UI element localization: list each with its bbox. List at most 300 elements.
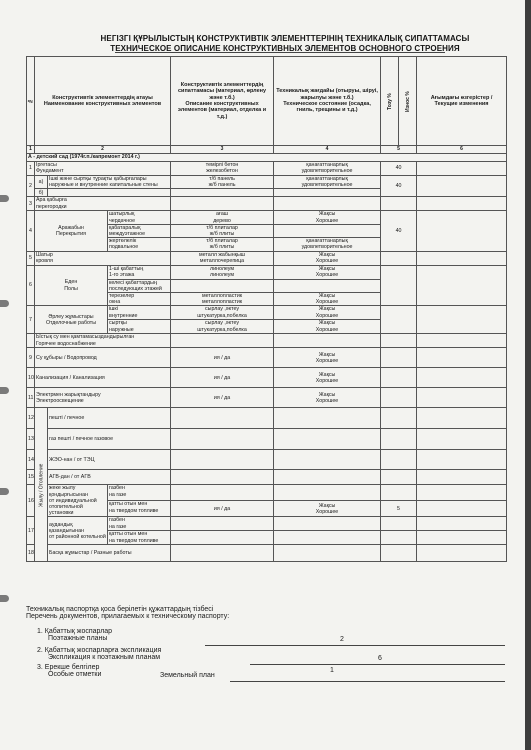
- row-changes: [417, 197, 507, 211]
- row-wear: [381, 388, 417, 408]
- row-subname-ru: на твердом топливе: [109, 537, 159, 544]
- header-condition: [274, 57, 381, 146]
- header-element-name-kz: Конструктивтік элементтердің атауы: [52, 94, 153, 101]
- row-condition: [274, 388, 381, 408]
- row-material-kz: металлопластик: [201, 293, 243, 300]
- binder-hole: [0, 300, 9, 307]
- row-condition: [274, 176, 381, 189]
- row-material: [171, 279, 274, 292]
- row-wear: [381, 531, 417, 545]
- row-condition-ru: Хорошее: [315, 257, 339, 264]
- row-wear: 40: [381, 211, 417, 251]
- title-ru: ТЕХНИЧЕСКОЕ ОПИСАНИЕ КОНСТРУКТИВНЫХ ЭЛЕМЕНТОВ ОСНОВНОГО СТРОЕНИЯ: [110, 44, 460, 53]
- binder-hole: [0, 195, 9, 202]
- row-condition-kz: қанағаттанарлық: [306, 176, 348, 182]
- row-wear: 5: [381, 501, 417, 517]
- document-item-3: [37, 664, 101, 678]
- row-material: ия / да: [171, 348, 274, 368]
- header-changes-kz: Ағымдағы өзгерістер /: [430, 94, 493, 101]
- row-subname: [108, 485, 171, 501]
- row-condition: [274, 279, 381, 292]
- binder-hole: [0, 595, 9, 602]
- row-name-kz: аудандық қазандығынан: [49, 521, 84, 534]
- row-changes: [417, 334, 507, 348]
- row-name-kz: Ара қабырға: [36, 197, 67, 204]
- header-changes-ru: Текущие изменения: [434, 101, 489, 107]
- row-subname-ru: 1-го этажа: [109, 271, 135, 278]
- title-kz: НЕГІЗГІ ҚҰРЫЛЫСТЫҢ КОНСТРУКТИВТІК ЭЛЕМЕНТТЕРІНІҢ ТЕХНИКАЛЫҚ СИПАТТАМАСЫ: [100, 34, 470, 43]
- row-number: 4: [27, 211, 35, 251]
- row-name: Су құбыры / Водопровод: [35, 348, 171, 368]
- row-subname-kz: сыртқы: [109, 320, 127, 327]
- row-condition-kz: Жақсы: [318, 265, 336, 272]
- row-number: [27, 334, 35, 348]
- row-number: 2: [27, 176, 35, 197]
- header-description: [171, 57, 274, 146]
- document-title: [60, 34, 510, 53]
- row-condition-ru: Хорошее: [315, 397, 339, 404]
- header-number: №: [27, 57, 35, 146]
- row-condition: [274, 224, 381, 237]
- row-number: 3: [27, 197, 35, 211]
- row-changes: [417, 408, 507, 429]
- row-subname: [108, 265, 171, 279]
- row-name-kz: Әрлеу жұмыстары: [48, 313, 94, 320]
- row-material: [171, 320, 274, 334]
- row-condition: [274, 306, 381, 320]
- row-material: [171, 531, 274, 545]
- row-condition-kz: Жақсы: [318, 211, 336, 218]
- row-subname-kz: шатырлық: [109, 211, 135, 218]
- row-subname: [108, 320, 171, 334]
- row-subname-ru: на газе: [109, 523, 127, 530]
- row-changes: [417, 545, 507, 562]
- document-item-kz: 1. Қабаттық жоспарлар: [37, 628, 113, 635]
- row-name: [35, 162, 171, 176]
- row-subname-ru: чердачное: [109, 217, 136, 224]
- row-condition-kz: Жақсы: [318, 320, 336, 327]
- row-material: [171, 251, 274, 265]
- document-item-ru: Экспликация к поэтажным планам: [48, 654, 161, 661]
- row-material-ru: дерево: [213, 217, 231, 224]
- row-name: [35, 388, 171, 408]
- row-material-kz: линолеум: [210, 265, 235, 272]
- row-subname-ru: на твердом топливе: [109, 507, 159, 514]
- blank-line: [205, 645, 505, 646]
- row-subname-kz: 1-ші қабаттың: [109, 265, 144, 272]
- row-changes: [417, 306, 507, 334]
- row-condition: [274, 429, 381, 450]
- row-number: 15: [27, 470, 35, 485]
- row-material-kz: сырлау ,әктеу: [205, 320, 240, 327]
- row-name-ru: кровля: [36, 257, 53, 264]
- row-subname-kz: келесі қабаттардың: [109, 279, 157, 286]
- row-subname-ru: на газе: [109, 491, 127, 498]
- column-number: 2: [35, 146, 171, 154]
- row-material-kz: металл жабынқыш: [199, 251, 246, 258]
- row-condition-kz: Жақсы: [318, 251, 336, 258]
- row-condition-ru: удовлетворительное: [301, 182, 353, 189]
- row-subname: [108, 517, 171, 531]
- row-material-ru: металлочерепица: [199, 257, 245, 264]
- row-subname: [108, 501, 171, 517]
- table-row: [27, 334, 507, 348]
- row-material: [171, 238, 274, 251]
- row-wear: [381, 251, 417, 265]
- row-wear: [381, 485, 417, 501]
- row-condition: [274, 545, 381, 562]
- row-name-kz: Шатыр: [36, 251, 53, 258]
- row-name-kz: Еден: [64, 279, 78, 286]
- table-row: [27, 162, 507, 176]
- table-row: [27, 176, 507, 189]
- row-number: 14: [27, 450, 35, 470]
- row-name: [48, 176, 171, 189]
- row-condition-ru: Хорошее: [315, 299, 339, 306]
- row-subname-kz: жертөлелік: [109, 238, 137, 245]
- table-row: [27, 348, 507, 368]
- row-material: [171, 211, 274, 224]
- page-edge-shadow: [525, 0, 531, 750]
- row-material: [171, 450, 274, 470]
- row-subname-ru: последующих этажей: [109, 285, 162, 292]
- row-condition: [274, 251, 381, 265]
- row-condition-ru: Хорошее: [315, 312, 339, 319]
- row-subname: [108, 211, 171, 224]
- row-material-ru: линолеум: [210, 271, 235, 278]
- row-name: газ пештi / печное газовое: [48, 429, 171, 450]
- row-name: [35, 251, 171, 265]
- header-changes: [417, 57, 507, 146]
- row-wear: [381, 197, 417, 211]
- row-changes: [417, 348, 507, 368]
- row-name-ru: наружные и внутренние капитальные стены: [49, 182, 158, 189]
- structural-elements-table: [26, 56, 507, 562]
- row-number: 5: [27, 251, 35, 265]
- row-number: 11: [27, 388, 35, 408]
- row-condition: [274, 517, 381, 531]
- table-row: [27, 545, 507, 562]
- row-condition-kz: Жақсы: [318, 391, 336, 398]
- row-name-ru: Электроосвещение: [36, 397, 84, 404]
- row-subname-ru: подвальное: [109, 244, 139, 251]
- row-condition-ru: Хорошее: [315, 508, 339, 515]
- header-wear-percent: Тозу %: [381, 57, 399, 146]
- row-subname-kz: қабатаралық: [109, 224, 141, 231]
- row-material-ru: железобетон: [206, 168, 238, 175]
- column-number: 4: [274, 146, 381, 154]
- table-header-row: [27, 57, 507, 146]
- document-item-2-value: 6: [378, 655, 382, 662]
- row-name-ru: от индивидуальной отопительной установки: [49, 497, 97, 517]
- row-name-kz: Ішкі және сыртқы тұрақты қабырғалары: [49, 176, 147, 182]
- row-changes: [417, 211, 507, 251]
- table-row: [27, 197, 507, 211]
- row-number: 7: [27, 306, 35, 334]
- row-condition-kz: қанағаттанарлық: [306, 162, 348, 168]
- row-changes: [417, 388, 507, 408]
- row-wear: [381, 408, 417, 429]
- row-wear: [381, 470, 417, 485]
- header-element-name-ru: Наименование конструктивных элементов: [43, 101, 162, 107]
- row-condition-kz: Жақсы: [318, 293, 336, 300]
- row-material-ru: ж/б плиты: [209, 244, 235, 251]
- row-material-kz: т/б плиталар: [206, 224, 238, 231]
- row-condition: [274, 531, 381, 545]
- row-name-ru: от районной котельной: [49, 534, 106, 541]
- row-condition: [274, 320, 381, 334]
- row-name-ru: перегородки: [36, 203, 67, 210]
- row-material-ru: ж/б плиты: [209, 231, 235, 238]
- row-subname-kz: қатты отын мен: [109, 501, 148, 508]
- row-condition-kz: Жақсы: [318, 371, 336, 378]
- column-numbers-row: [27, 146, 507, 154]
- table-row: [27, 211, 507, 224]
- row-condition-ru: Хорошее: [315, 357, 339, 364]
- row-changes: [417, 368, 507, 388]
- header-element-name: [35, 57, 171, 146]
- document-item-3-value: 1: [330, 667, 334, 674]
- row-name: ЖЭО-нан / от ТЭЦ: [48, 450, 171, 470]
- row-condition: [274, 485, 381, 501]
- heating-group-label: Жылу / Отопление: [35, 408, 48, 562]
- row-changes: [417, 485, 507, 501]
- row-name: Басқа жұмыстар / Разные работы: [48, 545, 171, 562]
- row-changes: [417, 531, 507, 545]
- row-material-kz: темірлі бетон: [205, 162, 239, 168]
- row-changes: [417, 251, 507, 265]
- row-condition-ru: Хорошее: [315, 377, 339, 384]
- row-condition-ru: удовлетворительное: [301, 168, 353, 175]
- row-condition: [274, 470, 381, 485]
- row-changes: [417, 162, 507, 176]
- row-wear: [381, 334, 417, 348]
- row-subname-kz: газбен: [109, 485, 125, 492]
- row-number: 6: [27, 265, 35, 306]
- row-name-kz: Электрмен жарықтандыру: [36, 391, 101, 398]
- row-subname-ru: наружные: [109, 326, 134, 333]
- row-number: 17: [27, 517, 35, 545]
- row-subname-kz: қатты отын мен: [109, 531, 148, 538]
- document-item-ru: Поэтажные планы: [48, 635, 108, 642]
- row-subname: [108, 293, 171, 306]
- row-changes: [417, 265, 507, 306]
- row-material: [171, 306, 274, 320]
- row-condition: [274, 334, 381, 348]
- column-number: 6: [417, 146, 507, 154]
- row-wear: [381, 450, 417, 470]
- row-name: [35, 265, 108, 306]
- row-material: [171, 189, 274, 197]
- row-condition: [274, 450, 381, 470]
- column-number: 1: [27, 146, 35, 154]
- header-condition-kz: Техникалық жағдайы (отыруы, шіруі, жарылуы және т.б.): [276, 88, 378, 101]
- row-condition: [274, 197, 381, 211]
- row-name: [48, 517, 108, 545]
- document-item-1-value: 2: [340, 636, 344, 643]
- row-material: [171, 224, 274, 237]
- row-name: [35, 334, 171, 348]
- row-material: ия / да: [171, 388, 274, 408]
- row-material-kz: сырлау ,әктеу: [205, 306, 240, 313]
- title-underline: [115, 52, 445, 53]
- row-wear: [381, 545, 417, 562]
- table-row: [27, 517, 507, 531]
- row-condition-kz: Жақсы: [318, 502, 336, 509]
- row-subname-ru: внутренние: [109, 312, 138, 319]
- table-row: [27, 306, 507, 320]
- row-sub-letter: а): [35, 176, 48, 189]
- header-description-ru: Описание конструктивных элементов (материал, отделка и т.д.): [177, 101, 267, 120]
- row-condition-ru: Хорошее: [315, 217, 339, 224]
- row-material-ru: штукатурка,побелка: [197, 312, 247, 319]
- row-condition-kz: қанағаттанарлық: [306, 238, 348, 245]
- land-plan-label: Земельный план: [160, 672, 215, 679]
- documents-heading-kz: Техникалық паспортқа қоса берiлетiн құжаттардың тiзбесi: [26, 606, 214, 613]
- row-name-ru: Отделочные работы: [45, 319, 97, 326]
- row-name-kz: жеке жылу қондырғысынан: [49, 485, 89, 498]
- binder-hole: [0, 387, 9, 394]
- table-row: [27, 485, 507, 501]
- row-material: [171, 517, 274, 531]
- row-condition: [274, 238, 381, 251]
- table-row: [27, 408, 507, 429]
- document-item-2: [37, 647, 161, 661]
- row-condition-ru: удовлетворительное: [301, 244, 353, 251]
- row-subname-kz: газбен: [109, 517, 125, 524]
- row-condition-kz: Жақсы: [318, 351, 336, 358]
- row-name-ru: Фундамент: [36, 168, 64, 175]
- documents-list-heading: [26, 606, 516, 620]
- row-name: [35, 197, 171, 211]
- row-material: [171, 429, 274, 450]
- row-changes: [417, 501, 507, 517]
- row-name-ru: Полы: [64, 285, 78, 292]
- row-wear: [381, 306, 417, 334]
- building-label: А - детский сад (1974г.п./капремонт 2014 г.): [27, 154, 507, 162]
- row-name-ru: Горячее водоснабжение: [36, 340, 96, 347]
- row-changes: [417, 517, 507, 531]
- table-row: [27, 429, 507, 450]
- document-item-kz: 2. Қабаттық жоспарларға экспликация: [37, 647, 162, 654]
- table-row: [27, 154, 507, 162]
- row-subname: [108, 224, 171, 237]
- row-material: [171, 334, 274, 348]
- header-ru-wear-percent: Износ %: [399, 57, 417, 146]
- header-description-kz: Конструктивтік элементтердің сипаттамасы (материал, өрлену және т.б.): [178, 81, 267, 101]
- row-changes: [417, 470, 507, 485]
- row-subname-ru: междуэтажное: [109, 231, 146, 238]
- table-row: [27, 470, 507, 485]
- blank-line: [250, 664, 505, 665]
- row-name: [48, 189, 171, 197]
- row-material: [171, 485, 274, 501]
- row-wear: 40: [381, 176, 417, 197]
- row-material: ия / да: [171, 368, 274, 388]
- row-material: [171, 162, 274, 176]
- table-row: [27, 388, 507, 408]
- row-name-kz: Аражабын: [58, 224, 84, 231]
- row-name: АГВ-дан / от АГВ: [48, 470, 171, 485]
- row-wear: 40: [381, 162, 417, 176]
- row-name: пештi / печное: [48, 408, 171, 429]
- document-item-kz: 3. Ерекше белгiлер: [37, 664, 100, 671]
- row-name-kz: Ыстық су мен қамтамасыздандырылған: [36, 334, 135, 341]
- row-material-ru: металлопластик: [201, 299, 243, 306]
- row-material: [171, 265, 274, 279]
- row-wear: [381, 265, 417, 306]
- row-changes: [417, 450, 507, 470]
- table-row: [27, 251, 507, 265]
- row-name-ru: Перекрытия: [56, 231, 86, 238]
- row-name: [35, 306, 108, 334]
- row-condition: [274, 189, 381, 197]
- row-condition-ru: Хорошее: [315, 271, 339, 278]
- row-subname: [108, 238, 171, 251]
- column-number: 3: [171, 146, 274, 154]
- row-subname: [108, 306, 171, 320]
- row-condition: [274, 501, 381, 517]
- row-material: [171, 408, 274, 429]
- column-number: 5: [381, 146, 417, 154]
- row-subname-kz: ішкі: [109, 306, 118, 313]
- row-condition: [274, 211, 381, 224]
- row-material: [171, 197, 274, 211]
- binder-holes: [0, 0, 14, 750]
- row-number: 13: [27, 429, 35, 450]
- row-changes: [417, 176, 507, 197]
- row-wear: [381, 348, 417, 368]
- document-item-ru: Особые отметки: [48, 671, 102, 678]
- row-subname-ru: окна: [109, 299, 121, 306]
- row-subname: [108, 531, 171, 545]
- row-condition: [274, 293, 381, 306]
- row-material: [171, 176, 274, 189]
- header-condition-ru: Техническое состояние (осадка, гниль, трещины и т.д.): [283, 101, 371, 114]
- row-name: Канализация / Канализация: [35, 368, 171, 388]
- document-item-1: [37, 628, 112, 642]
- row-material: [171, 470, 274, 485]
- row-condition: [274, 348, 381, 368]
- row-name: [35, 211, 108, 251]
- row-name: [48, 485, 108, 517]
- row-number: 9: [27, 348, 35, 368]
- row-number: 1: [27, 162, 35, 176]
- row-wear: [381, 517, 417, 531]
- row-condition: [274, 408, 381, 429]
- row-subname: [108, 279, 171, 292]
- documents-heading-ru: Перечень документов, прилагаемых к техническому паспорту:: [26, 613, 230, 620]
- row-material-kz: т/б плиталар: [206, 238, 238, 245]
- row-condition: [274, 162, 381, 176]
- row-material-kz: т/б панель: [209, 176, 235, 182]
- row-number: 16: [27, 485, 35, 517]
- row-material-ru: ж/б панель: [208, 182, 236, 189]
- table-row: [27, 368, 507, 388]
- row-condition-kz: Жақсы: [318, 306, 336, 313]
- row-wear: [381, 429, 417, 450]
- binder-hole: [0, 488, 9, 495]
- row-material-ru: штукатурка,побелка: [197, 326, 247, 333]
- row-name-kz: Іргетасы: [36, 162, 57, 168]
- row-wear: [381, 368, 417, 388]
- row-sub-letter: б): [35, 189, 48, 197]
- row-changes: [417, 429, 507, 450]
- row-number: 12: [27, 408, 35, 429]
- table-row: [27, 265, 507, 279]
- row-subname-kz: терезелер: [109, 293, 135, 300]
- row-material: [171, 545, 274, 562]
